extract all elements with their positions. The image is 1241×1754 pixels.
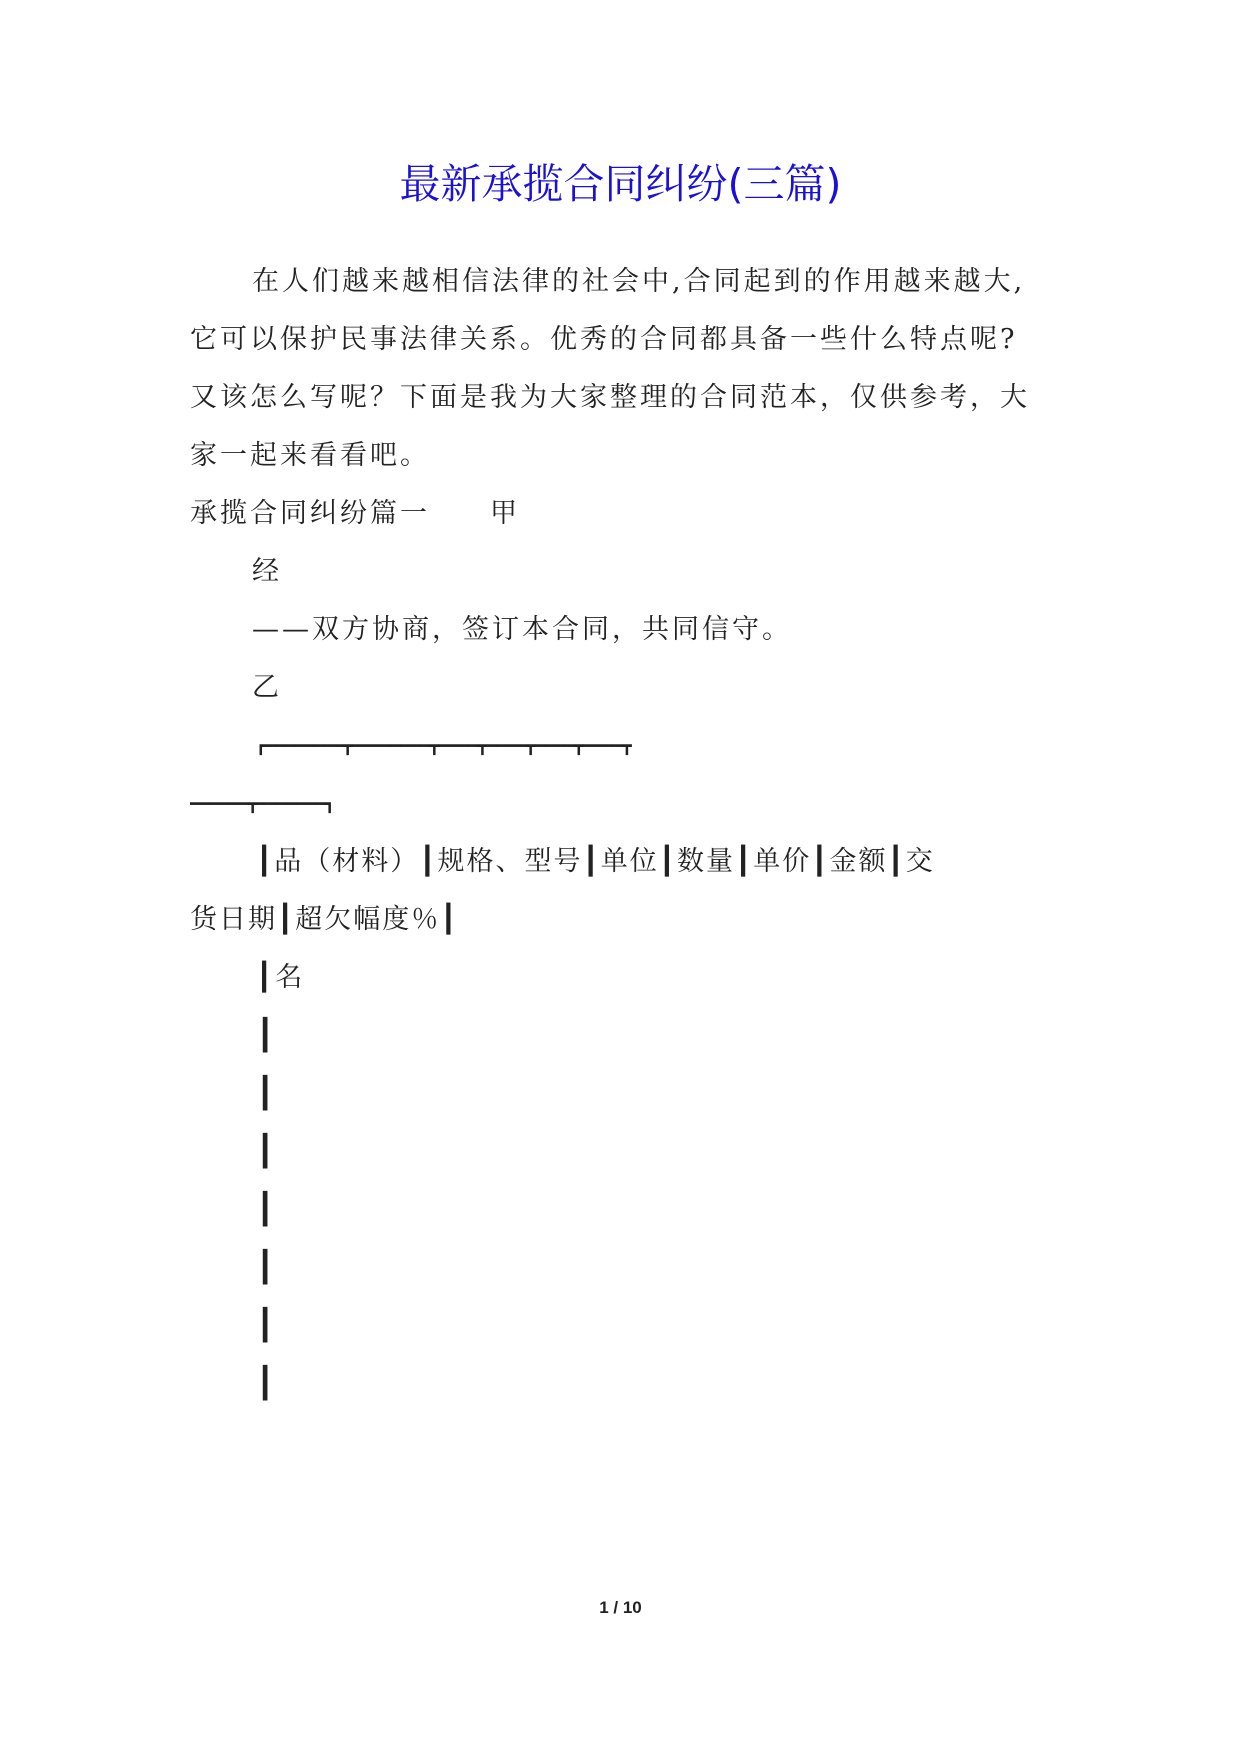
table-row-pipe: ┃ xyxy=(256,1134,275,1169)
agreement-line: ——双方协商，签订本合同，共同信守。 xyxy=(252,614,792,645)
table-row-pipe: ┃ xyxy=(256,1366,275,1401)
table-row-name: ┃名 xyxy=(256,962,306,993)
intro-line-2: 它可以保护民事法律关系。优秀的合同都具备一些什么特点呢? xyxy=(190,324,1018,355)
table-header-line-1: ┃品（材料）┃规格、型号┃单位┃数量┃单价┃金额┃交 xyxy=(256,846,935,877)
section-heading: 承揽合同纠纷篇一 甲 xyxy=(190,498,520,529)
intro-line-1: 在人们越来越相信法律的社会中,合同起到的作用越来越大, xyxy=(252,266,1026,297)
table-row-pipe: ┃ xyxy=(256,1018,275,1053)
intro-line-4: 家一起来看看吧。 xyxy=(190,440,430,471)
table-row-pipe: ┃ xyxy=(256,1308,275,1343)
table-row-pipe: ┃ xyxy=(256,1076,275,1111)
table-border-top-2: ━━━━━━┳━━━━━━━┓ xyxy=(190,794,335,813)
table-border-top-1: ┏━━━━━━━━┳━━━━━━━━┳━━━━┳━━━━┳━━━━┳━━━━┳ xyxy=(256,736,632,755)
party-yi: 乙 xyxy=(252,672,282,703)
table-row-pipe: ┃ xyxy=(256,1250,275,1285)
table-row-pipe: ┃ xyxy=(256,1192,275,1227)
page-indicator: 1 / 10 xyxy=(599,1598,642,1617)
party-jing: 经 xyxy=(252,556,282,587)
document-title: 最新承揽合同纠纷(三篇) xyxy=(399,160,842,208)
intro-line-3: 又该怎么写呢？下面是我为大家整理的合同范本，仅供参考，大 xyxy=(190,382,1030,413)
table-header-line-2: 货日期┃超欠幅度％┃ xyxy=(190,904,459,935)
